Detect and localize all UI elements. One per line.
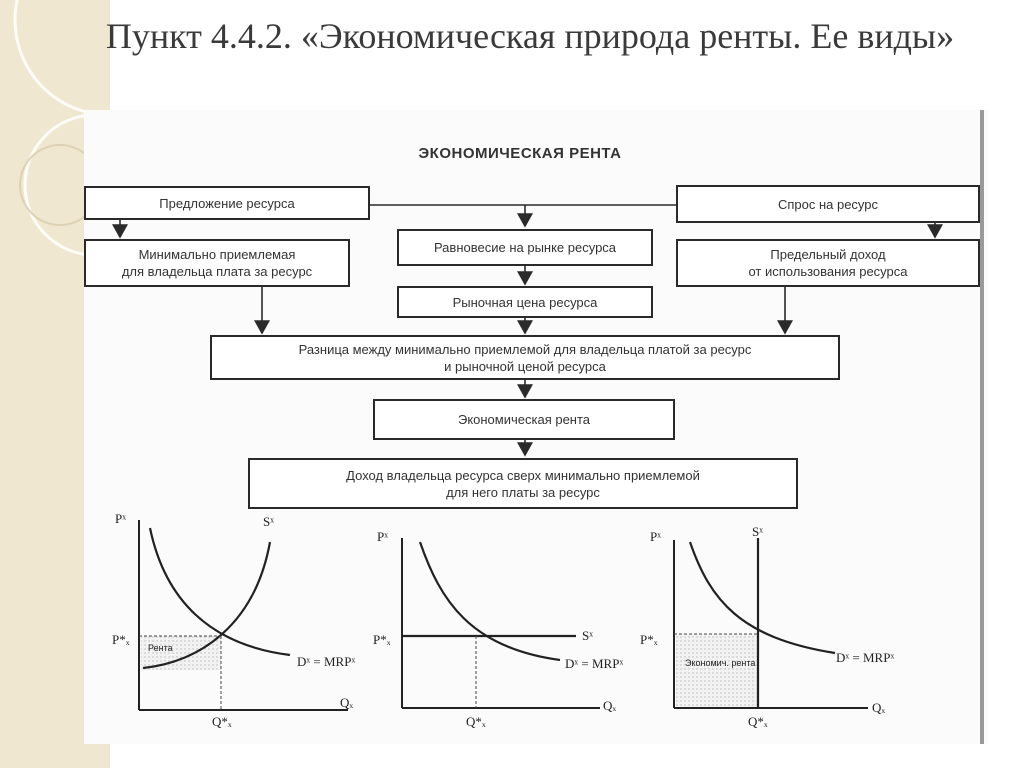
rent-area bbox=[676, 634, 758, 708]
q-axis-label: Qₓ bbox=[603, 698, 617, 713]
graph-vertical-supply bbox=[640, 524, 894, 729]
graph-upward-supply bbox=[112, 511, 355, 729]
q-axis-label: Qₓ bbox=[340, 695, 354, 710]
demand-box: Спрос на ресурс bbox=[676, 185, 980, 223]
p-axis-label: Pˣ bbox=[650, 529, 661, 544]
p-star-label: P*ₓ bbox=[373, 632, 391, 647]
economic-rent-box: Экономическая рента bbox=[373, 399, 675, 440]
demand-label: Dˣ = MRPˣ bbox=[297, 654, 356, 669]
income-box: Доход владельца ресурса сверх минимально приемлемой для него платы за ресурс bbox=[248, 458, 798, 509]
q-star-label: Q*ₓ bbox=[212, 714, 232, 729]
p-star-label: P*ₓ bbox=[112, 632, 130, 647]
marginal-revenue-box: Предельный доход от использования ресурса bbox=[676, 239, 980, 287]
q-axis-label: Qₓ bbox=[872, 700, 886, 715]
rent-area-label: Рента bbox=[148, 643, 173, 653]
supply-label: Sˣ bbox=[582, 628, 593, 643]
q-star-label: Q*ₓ bbox=[748, 714, 768, 729]
p-axis-label: Pˣ bbox=[377, 529, 388, 544]
p-star-label: P*ₓ bbox=[640, 632, 658, 647]
slide-title: Пункт 4.4.2. «Экономическая природа ренты. Ее виды» bbox=[105, 16, 955, 56]
rent-area bbox=[141, 636, 221, 670]
supply-box: Предложение ресурса bbox=[84, 186, 370, 220]
q-star-label: Q*ₓ bbox=[466, 714, 486, 729]
min-payment-box: Минимально приемлемая для владельца плата за ресурс bbox=[84, 239, 350, 287]
demand-label: Dˣ = MRPˣ bbox=[565, 656, 624, 671]
supply-label: Sˣ bbox=[263, 514, 274, 529]
diagram-heading: ЭКОНОМИЧЕСКАЯ РЕНТА bbox=[418, 145, 622, 162]
equilibrium-box: Равновесие на рынке ресурса bbox=[397, 229, 653, 266]
supply-label: Sˣ bbox=[752, 524, 763, 539]
p-axis-label: Pˣ bbox=[115, 511, 126, 526]
difference-box: Разница между минимально приемлемой для владельца платой за ресурс и рыночной ценой ресурса bbox=[210, 335, 840, 380]
demand-label: Dˣ = MRPˣ bbox=[836, 650, 895, 665]
graph-horizontal-supply bbox=[373, 529, 623, 729]
market-price-box: Рыночная цена ресурса bbox=[397, 286, 653, 318]
demand-curve bbox=[420, 542, 560, 660]
rent-area-label: Экономич. рента bbox=[685, 658, 756, 668]
